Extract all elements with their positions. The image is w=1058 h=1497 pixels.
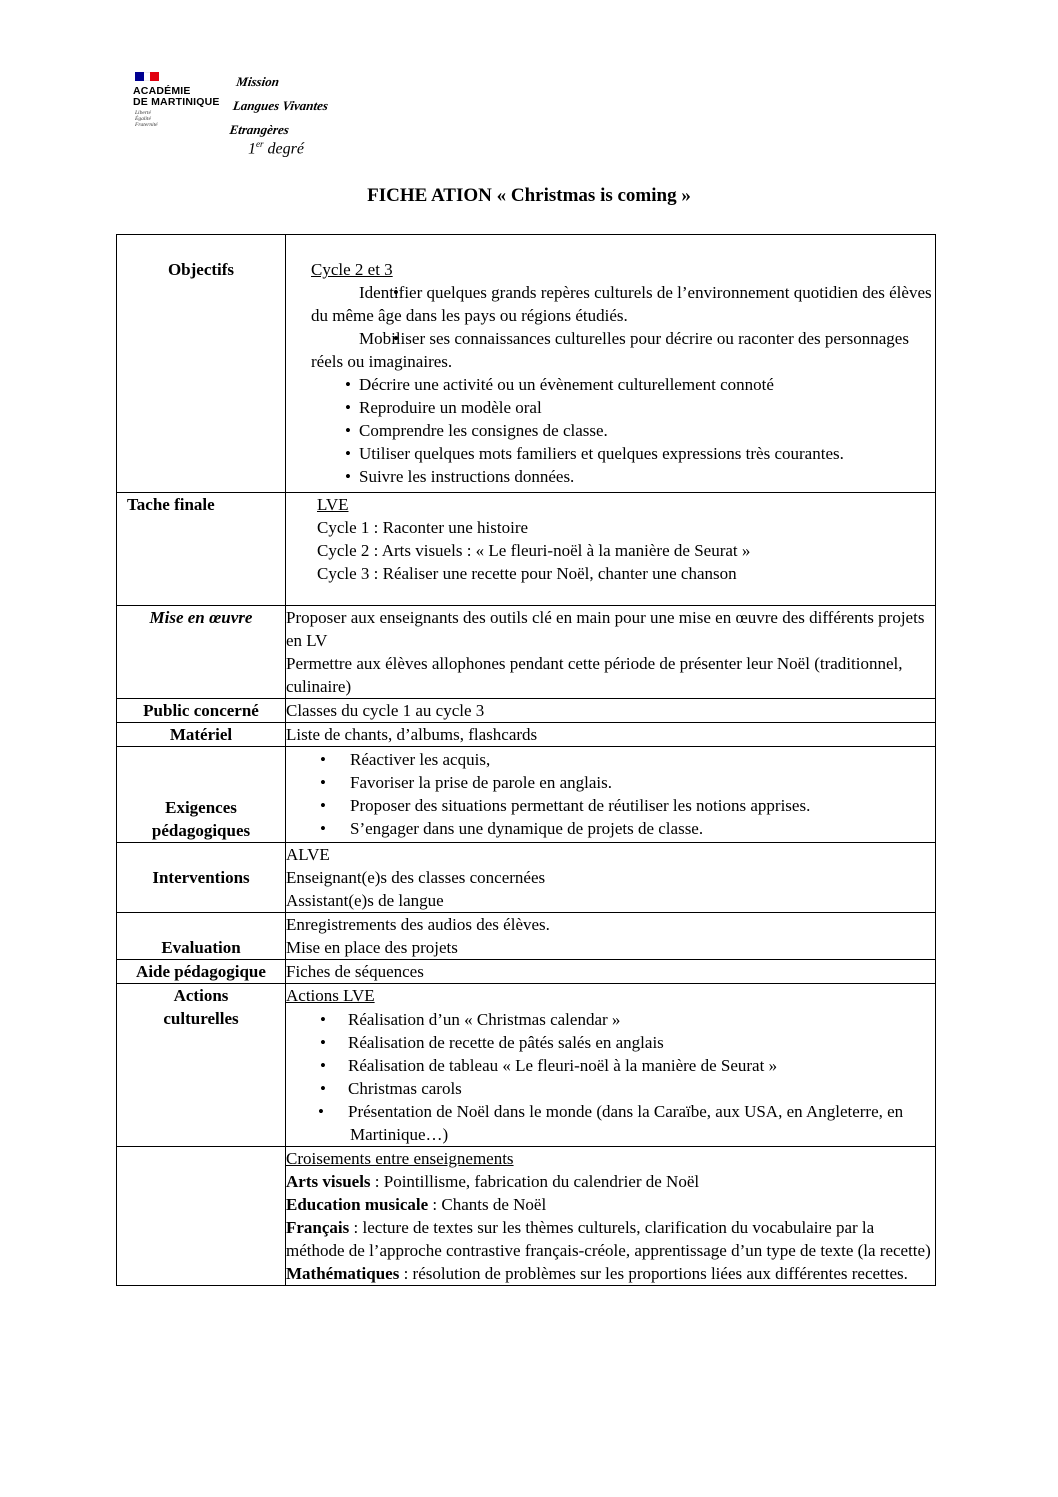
list-item: • Réalisation de tableau « Le fleuri-noël à la manière de Seurat » xyxy=(286,1054,935,1077)
actions-list xyxy=(286,1007,935,1146)
label-aide: Aide pédagogique xyxy=(117,960,286,984)
label-tache-finale xyxy=(117,493,286,606)
action-sheet-table xyxy=(116,234,936,1286)
value-materiel: Liste de chants, d’albums, flashcards xyxy=(286,723,936,747)
label-mise-en-oeuvre xyxy=(117,606,286,699)
tache-heading: LVE xyxy=(317,495,349,514)
croisement-term: Arts visuels xyxy=(286,1172,371,1191)
list-item: • Réalisation de recette de pâtés salés en anglais xyxy=(286,1031,935,1054)
row-actions xyxy=(117,984,936,1147)
label-croisements-empty xyxy=(117,1147,286,1286)
label-exigences xyxy=(117,747,286,843)
row-aide xyxy=(117,960,936,984)
list-item: • Comprendre les consignes de classe. xyxy=(311,419,935,442)
value-actions xyxy=(286,984,936,1147)
mission-line: Etrangères xyxy=(228,122,290,137)
label-text: Exigences xyxy=(165,798,237,817)
label-objectifs xyxy=(117,235,286,493)
row-evaluation xyxy=(117,913,936,960)
interventions-line: Enseignant(e)s des classes concernées xyxy=(286,868,546,887)
croisement-entry xyxy=(286,1262,935,1285)
motto-line: Égalité xyxy=(135,116,151,122)
page-title: FICHE ATION « Christmas is coming » xyxy=(367,185,691,206)
croisement-text: : Pointillisme, fabrication du calendrier de Noël xyxy=(370,1172,700,1191)
croisement-text: : résolution de problèmes sur les proportions liées aux différentes recettes. xyxy=(399,1264,908,1283)
degree-number: 1 xyxy=(248,140,256,158)
mission-title xyxy=(228,70,333,142)
label-text: Objectifs xyxy=(167,260,235,279)
list-item: • Utiliser quelques mots familiers et quelques expressions très courantes. xyxy=(311,442,935,465)
croisement-term: Français xyxy=(286,1218,350,1237)
list-item: • Christmas carols xyxy=(286,1077,935,1100)
degree-word: degré xyxy=(267,140,304,158)
row-interventions xyxy=(117,843,936,913)
mission-line: Langues Vivantes xyxy=(232,98,330,113)
value-tache-finale xyxy=(286,493,936,606)
croisement-term: Mathématiques xyxy=(286,1264,400,1283)
marianne-flag-icon xyxy=(135,72,163,81)
label-interventions: Interventions xyxy=(117,843,286,913)
row-croisements xyxy=(117,1147,936,1286)
actions-heading: Actions LVE xyxy=(286,986,375,1005)
mise-line: Proposer aux enseignants des outils clé en main pour une mise en œuvre des différents projets en LV xyxy=(286,608,925,650)
croisement-entry xyxy=(286,1193,935,1216)
tache-line: Cycle 3 : Réaliser une recette pour Noël, chanter une chanson xyxy=(317,564,737,583)
label-evaluation: Evaluation xyxy=(117,913,286,960)
list-item: • Proposer des situations permettant de réutiliser les notions apprises. xyxy=(286,794,935,817)
croisement-text: : lecture de textes sur les thèmes culturels, clarification du vocabulaire par la méthode de l’approche contrastive français-créole, apprentissage d’un type de texte (la recette) xyxy=(286,1218,931,1260)
list-item: • Réactiver les acquis, xyxy=(286,748,935,771)
value-public: Classes du cycle 1 au cycle 3 xyxy=(286,699,936,723)
label-text: Mise en œuvre xyxy=(149,608,253,627)
croisement-term: Education musicale xyxy=(286,1195,429,1214)
interventions-line: ALVE xyxy=(286,845,330,864)
value-interventions xyxy=(286,843,936,913)
label-text: culturelles xyxy=(163,1009,239,1028)
organization-name xyxy=(133,86,220,108)
row-exigences xyxy=(117,747,936,843)
croisement-text: : Chants de Noël xyxy=(428,1195,547,1214)
list-item: • Favoriser la prise de parole en anglais. xyxy=(286,771,935,794)
org-line1: ACADÉMIE xyxy=(133,85,191,97)
degree-label xyxy=(248,139,304,158)
label-text: Tache finale xyxy=(127,495,215,514)
objectifs-heading: Cycle 2 et 3 xyxy=(311,260,393,279)
list-item: • Présentation de Noël dans le monde (dans la Caraïbe, aux USA, en Angleterre, en Martinique…) xyxy=(286,1100,935,1146)
row-materiel xyxy=(117,723,936,747)
tache-line: Cycle 1 : Raconter une histoire xyxy=(317,518,529,537)
croisement-entry xyxy=(286,1170,935,1193)
degree-sup: er xyxy=(256,139,264,149)
value-aide: Fiches de séquences xyxy=(286,960,936,984)
value-croisements xyxy=(286,1147,936,1286)
evaluation-line: Mise en place des projets xyxy=(286,938,458,957)
interventions-line: Assistant(e)s de langue xyxy=(286,891,444,910)
row-objectifs xyxy=(117,235,936,493)
row-tache-finale xyxy=(117,493,936,606)
list-item: • Reproduire un modèle oral xyxy=(311,396,935,419)
motto-line: Liberté xyxy=(135,110,151,116)
motto-line: Fraternité xyxy=(135,122,158,128)
label-materiel: Matériel xyxy=(117,723,286,747)
org-line2: DE MARTINIQUE xyxy=(133,96,220,108)
republic-motto xyxy=(135,110,158,128)
evaluation-line: Enregistrements des audios des élèves. xyxy=(286,915,550,934)
label-text: Actions xyxy=(173,986,229,1005)
label-text: pédagogiques xyxy=(151,821,251,840)
list-item: • Réalisation d’un « Christmas calendar » xyxy=(286,1008,935,1031)
tache-line: Cycle 2 : Arts visuels : « Le fleuri-noël à la manière de Seurat » xyxy=(317,541,751,560)
mission-line: Mission xyxy=(235,74,281,89)
value-evaluation xyxy=(286,913,936,960)
list-item: • Identifier quelques grands repères culturels de l’environnement quotidien des élèves du même âge dans les pays ou régions étudiés. xyxy=(311,281,935,327)
value-objectifs xyxy=(286,235,936,493)
value-mise-en-oeuvre xyxy=(286,606,936,699)
list-item: • S’engager dans une dynamique de projets de classe. xyxy=(286,817,935,840)
exigences-list xyxy=(286,747,935,840)
croisement-entry xyxy=(286,1216,935,1262)
row-mise-en-oeuvre xyxy=(117,606,936,699)
row-public xyxy=(117,699,936,723)
list-item: • Décrire une activité ou un évènement culturellement connoté xyxy=(311,373,935,396)
label-actions xyxy=(117,984,286,1147)
list-item: • Mobiliser ses connaissances culturelles pour décrire ou raconter des personnages réels ou imaginaires. xyxy=(311,327,935,373)
list-item: • Suivre les instructions données. xyxy=(311,465,935,488)
objectifs-list xyxy=(286,281,935,488)
label-public: Public concerné xyxy=(117,699,286,723)
mise-line: Permettre aux élèves allophones pendant cette période de présenter leur Noël (traditionnel, culinaire) xyxy=(286,654,903,696)
value-exigences xyxy=(286,747,936,843)
croisements-heading: Croisements entre enseignements xyxy=(286,1149,514,1168)
